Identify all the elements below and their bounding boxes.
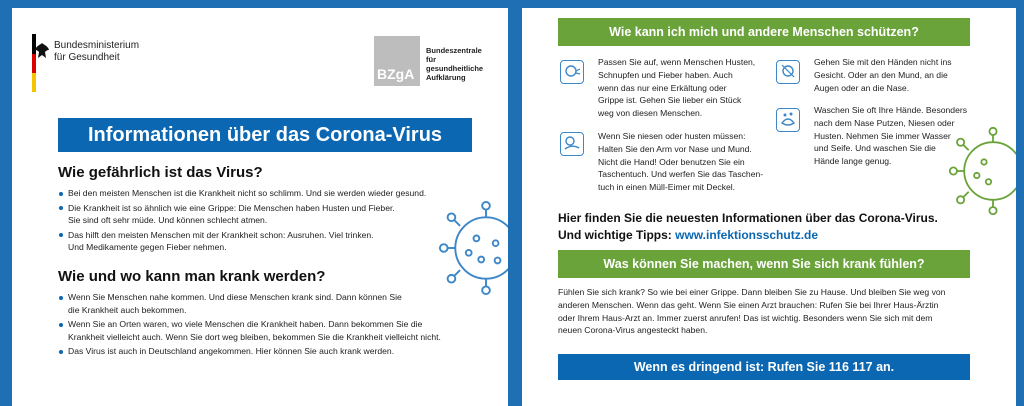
protect-heading: Wie kann ich mich und andere Menschen schützen? xyxy=(558,18,970,46)
virus-icon xyxy=(948,126,1016,216)
eagle-icon xyxy=(34,42,50,60)
right-panel xyxy=(522,8,1016,406)
list-item: Bei den meisten Menschen ist die Krankheit nicht so schlimm. Und sie werden wieder gesund. xyxy=(58,187,478,200)
bzga-logo-text: BZgA xyxy=(377,66,415,82)
section-heading-danger: Wie gefährlich ist das Virus? xyxy=(58,164,263,181)
no-face-touch-icon xyxy=(776,60,800,84)
list-item: Wenn Sie an Orten waren, wo viele Menschen die Krankheit haben. Dann bekommen Sie die Krankheit vielleicht auch. Wenn Sie dort weg bleiben, bekommen Sie die Krankheit vielleicht nicht. xyxy=(58,318,498,343)
page-title: Informationen über das Corona-Virus xyxy=(58,118,472,152)
bzga-line: für xyxy=(426,55,436,64)
bzga-line: Bundeszentrale xyxy=(426,46,482,55)
left-panel xyxy=(12,8,508,406)
emergency-banner: Wenn es dringend ist: Rufen Sie 116 117 an. xyxy=(558,354,970,380)
sick-heading: Was können Sie machen, wenn Sie sich krank fühlen? xyxy=(558,250,970,278)
list-item: Wenn Sie Menschen nahe kommen. Und diese Menschen krank sind. Dann können Sie die Krankheit auch bekommen. xyxy=(58,291,498,316)
website-link[interactable]: www.infektionsschutz.de xyxy=(675,228,819,242)
info-line: Und wichtige Tipps: www.infektionsschutz.de xyxy=(558,228,819,242)
list-item: Das Virus ist auch in Deutschland angekommen. Hier können Sie auch krank werden. xyxy=(58,345,498,358)
bzga-name xyxy=(426,46,483,82)
virus-icon xyxy=(438,200,508,296)
tip-text: Wenn Sie niesen oder husten müssen: Halten Sie den Arm vor Nase und Mund. Nicht die Hand! Oder benutzen Sie ein Taschentuch. Und werfen Sie das Taschen- tuch in einen Müll-Eimer mit Deckel. xyxy=(598,131,764,193)
section-heading-infection: Wie und wo kann man krank werden? xyxy=(58,268,326,285)
bzga-logo xyxy=(374,36,420,86)
sneeze-elbow-icon xyxy=(560,132,584,156)
tip-text: Waschen Sie oft Ihre Hände. Besonders nach dem Nase Putzen, Niesen oder Husten. Nehmen Sie immer Wasser und Seife. Und waschen Sie die Hände lange genug. xyxy=(814,105,968,167)
tip-text: Gehen Sie mit den Händen nicht ins Gesicht. Oder an den Mund, an die Augen oder an die Nase. xyxy=(814,57,952,93)
sick-paragraph: Fühlen Sie sich krank? So wie bei einer Grippe. Dann bleiben Sie zu Hause. Und bleiben Sie weg von anderen Menschen. Wenn das geht. Wenn Sie einen Arzt brauchen: Rufen Sie bei Ihrer Haus-Ärztin oder Ihrem Haus-Arzt an. Immer zuerst anrufen! Das ist wichtig. Besonders wenn Sie sich mit dem neuen Corona-Virus angesteckt haben. xyxy=(558,287,946,336)
bzga-line: gesundheitliche xyxy=(426,64,484,73)
hand-wash-icon xyxy=(776,108,800,132)
danger-list xyxy=(58,187,478,256)
info-line: Hier finden Sie die neuesten Informationen über das Corona-Virus. xyxy=(558,211,938,225)
ministry-line: für Gesundheit xyxy=(54,52,120,63)
info-text xyxy=(558,210,938,244)
infection-list xyxy=(58,291,498,360)
bzga-line: Aufklärung xyxy=(426,73,466,82)
tip-text: Passen Sie auf, wenn Menschen Husten, Schnupfen und Fieber haben. Auch wenn das nur eine Erkältung oder Grippe ist. Gehen Sie lieber ein Stück weg von diesen Menschen. xyxy=(598,57,756,119)
ministry-name xyxy=(54,40,139,64)
list-item: Die Krankheit ist so ähnlich wie eine Grippe: Die Menschen haben Husten und Fieber. Sie sind oft sehr müde. Und können schlecht atmen. xyxy=(58,202,478,227)
ministry-line: Bundesministerium xyxy=(54,40,140,51)
cough-icon xyxy=(560,60,584,84)
list-item: Das hilft den meisten Menschen mit der Krankheit schon: Ausruhen. Viel trinken. Und Medikamente gegen Fieber nehmen. xyxy=(58,229,478,254)
